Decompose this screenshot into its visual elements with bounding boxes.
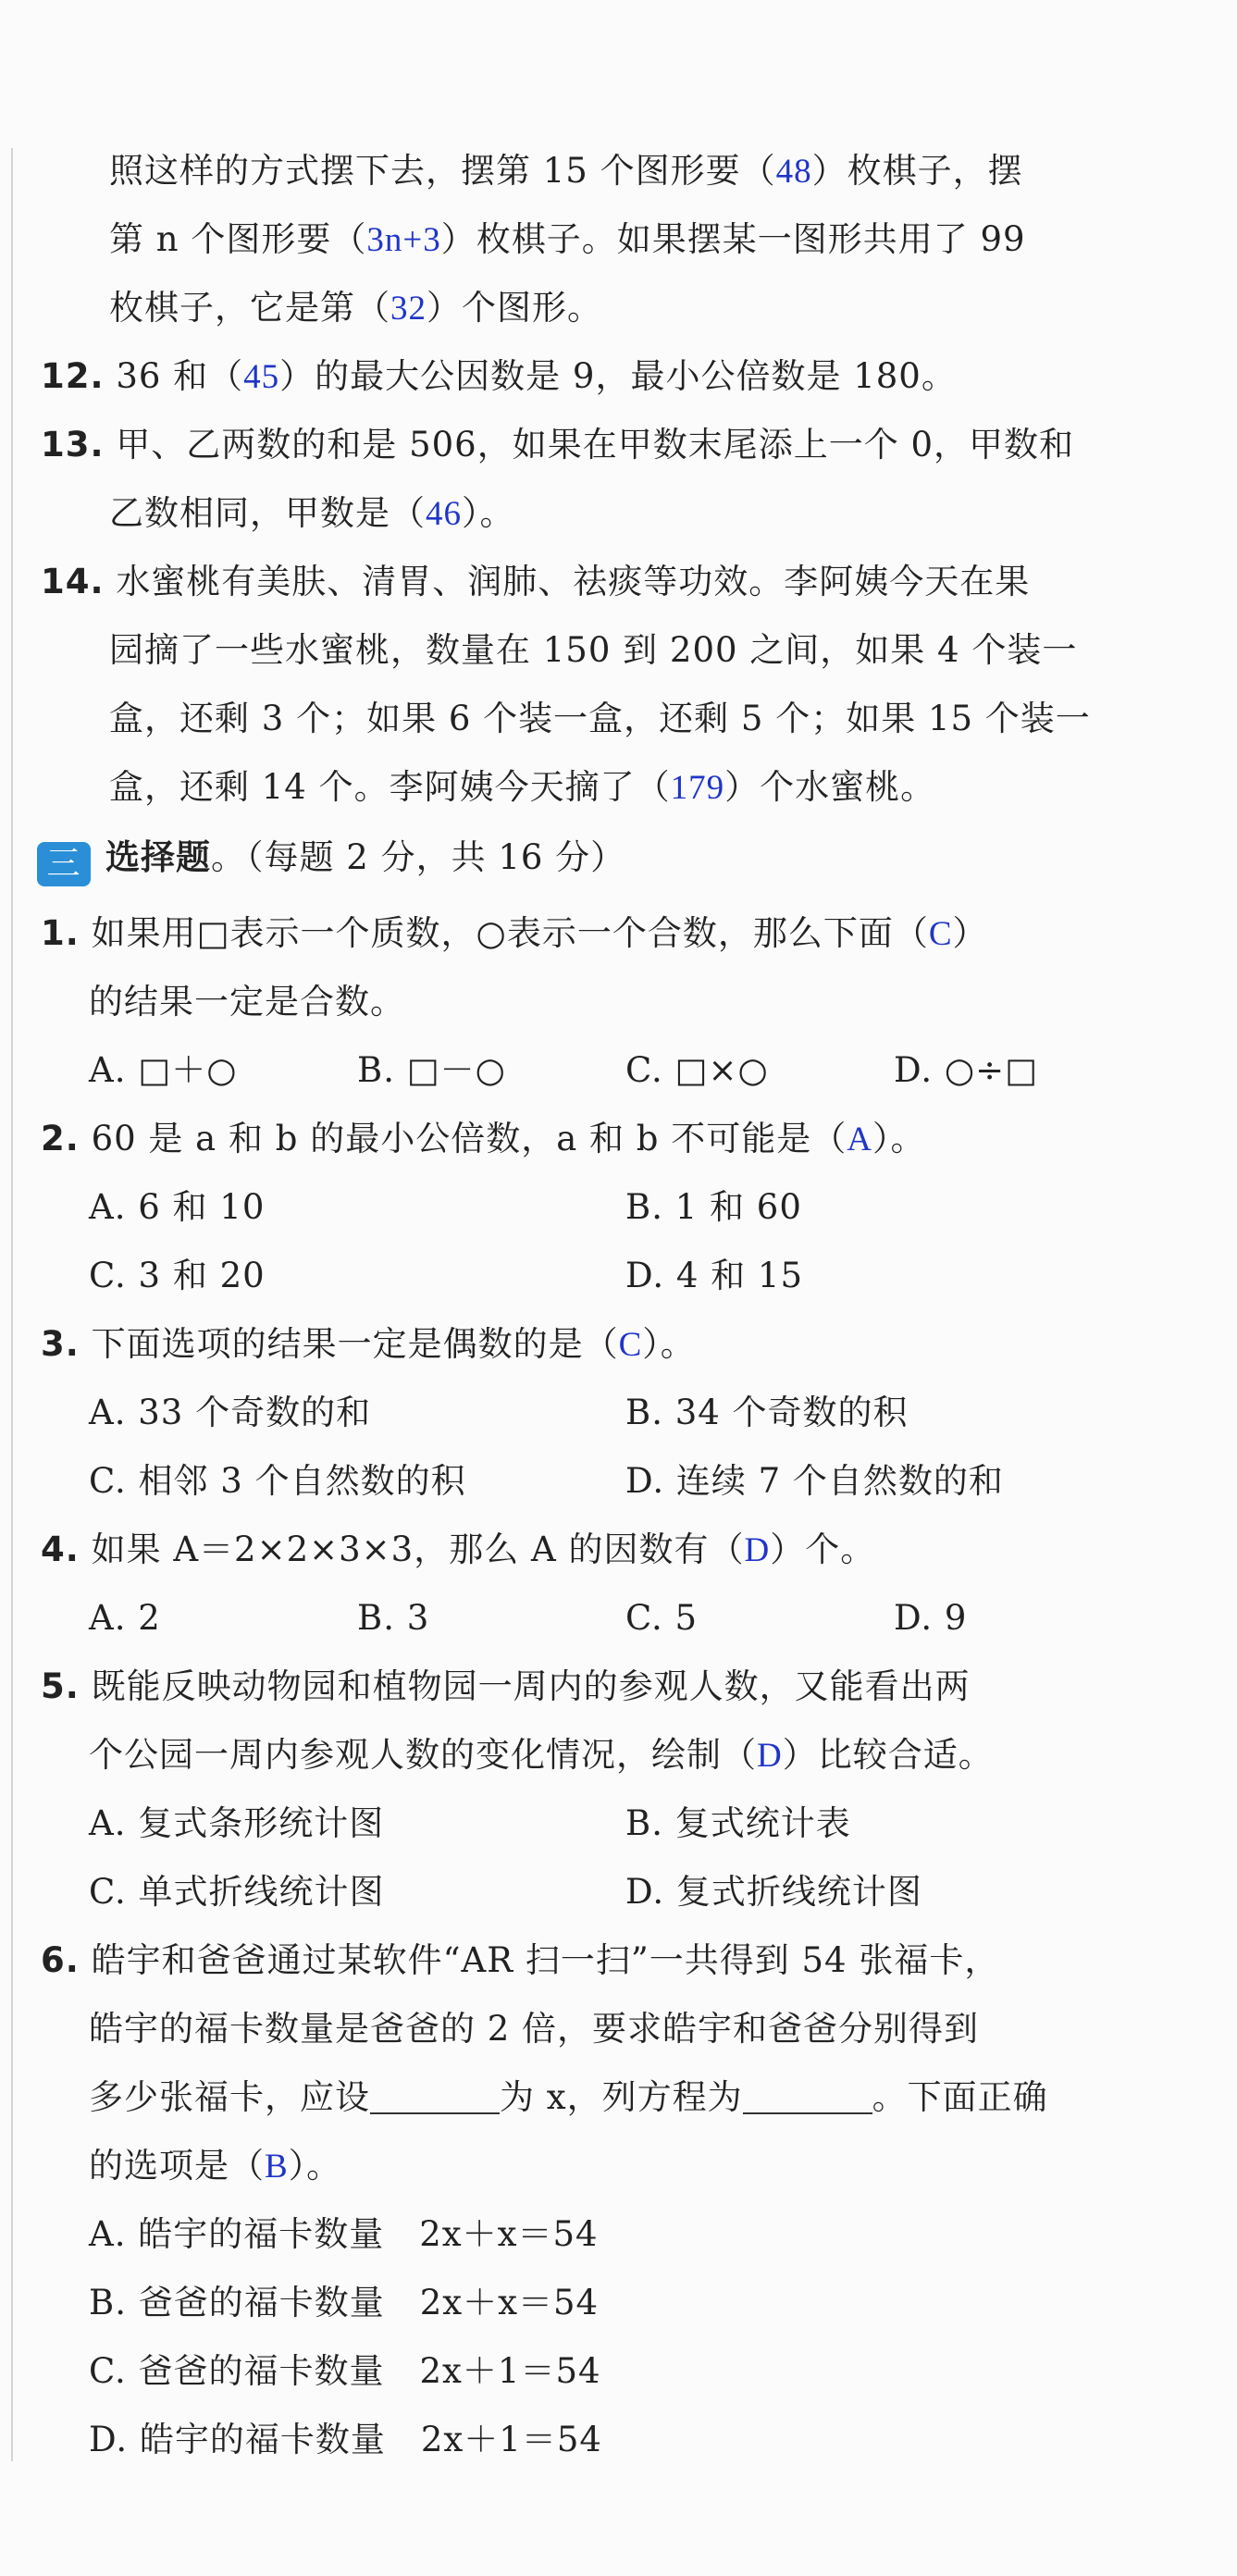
c3-option-a: A. 33 个奇数的和 (89, 1393, 372, 1432)
q12-answer: 45 (243, 358, 280, 396)
q14-line2: 园摘了一些水蜜桃，数量在 150 到 200 之间，如果 4 个装一 (109, 630, 1078, 670)
c5-option-a: A. 复式条形统计图 (89, 1803, 385, 1843)
c4-option-b: B. 3 (357, 1598, 430, 1638)
c2-option-b: B. 1 和 60 (625, 1187, 802, 1227)
q11-line1: 照这样的方式摆下去，摆第 15 个图形要（48）枚棋子，摆 (109, 151, 1023, 191)
q11-line3: 枚棋子，它是第（32）个图形。 (109, 288, 602, 328)
c1-line2: 的结果一定是合数。 (89, 982, 405, 1022)
c4-option-d: D. 9 (894, 1598, 968, 1638)
c5-answer: D (757, 1737, 783, 1775)
c6-option-c: C. 爸爸的福卡数量 2x＋1＝54 (89, 2351, 601, 2391)
q13-line1: 13. 甲、乙两数的和是 506，如果在甲数末尾添上一个 0，甲数和 (41, 425, 1074, 464)
q14-number: 14. (41, 562, 105, 601)
q12-number: 12. (41, 356, 105, 396)
q12: 12. 36 和（45）的最大公因数是 9，最小公倍数是 180。 (41, 356, 957, 396)
section-three-icon: 三 (37, 842, 91, 886)
c1-option-d: D. ○÷□ (894, 1050, 1039, 1090)
q11-answer-3: 32 (390, 290, 427, 328)
c3-option-d: D. 连续 7 个自然数的和 (625, 1461, 1004, 1501)
q11-line2: 第 n 个图形要（3n+3）枚棋子。如果摆某一图形共用了 99 (109, 219, 1026, 259)
c6-blank-2 (743, 2081, 872, 2114)
c3-option-b: B. 34 个奇数的积 (625, 1393, 909, 1432)
q13-line2: 乙数相同，甲数是（46）。 (109, 493, 515, 533)
c3-number: 3. (41, 1324, 80, 1364)
q14-line3: 盒，还剩 3 个；如果 6 个装一盒，还剩 5 个；如果 15 个装一 (109, 699, 1091, 738)
c5-line1: 5. 既能反映动物园和植物园一周内的参观人数，又能看出两 (41, 1666, 971, 1706)
c3-line1: 3. 下面选项的结果一定是偶数的是（C）。 (41, 1324, 696, 1364)
q14-line4: 盒，还剩 14 个。李阿姨今天摘了（179）个水蜜桃。 (109, 767, 936, 807)
c6-line1: 6. 皓宇和爸爸通过某软件“AR 扫一扫”一共得到 54 张福卡， (41, 1940, 1000, 1980)
c4-option-c: C. 5 (625, 1598, 699, 1638)
c5-line2: 个公园一周内参观人数的变化情况，绘制（D）比较合适。 (89, 1735, 994, 1775)
c2-answer: A (847, 1121, 872, 1158)
q11-answer-2: 3n+3 (366, 221, 441, 259)
c2-option-a: A. 6 和 10 (89, 1187, 266, 1227)
c1-answer: C (928, 915, 953, 953)
margin-rule (11, 148, 13, 2461)
c4-line1: 4. 如果 A＝2×2×3×3，那么 A 的因数有（D）个。 (41, 1530, 876, 1569)
c4-number: 4. (41, 1530, 80, 1569)
section-note: 。（每题 2 分，共 16 分） (211, 837, 626, 877)
q14-answer: 179 (670, 769, 725, 807)
c3-answer: C (618, 1326, 643, 1364)
c3-option-c: C. 相邻 3 个自然数的积 (89, 1461, 466, 1501)
c1-line1: 1. 如果用□表示一个质数，○表示一个合数，那么下面（C） (41, 913, 988, 953)
c6-option-d: D. 皓宇的福卡数量 2x＋1＝54 (89, 2420, 602, 2459)
c1-number: 1. (41, 913, 80, 953)
c1-option-c: C. □×○ (625, 1050, 769, 1090)
c6-number: 6. (41, 1940, 80, 1980)
c5-option-d: D. 复式折线统计图 (625, 1872, 922, 1912)
section-heading (37, 836, 625, 886)
c6-option-b: B. 爸爸的福卡数量 2x＋x＝54 (89, 2283, 600, 2322)
c2-option-d: D. 4 和 15 (625, 1256, 804, 1295)
c2-number: 2. (41, 1119, 80, 1158)
c6-blank-1 (370, 2081, 500, 2114)
q14-line1: 14. 水蜜桃有美肤、清胃、润肺、祛痰等功效。李阿姨今天在果 (41, 562, 1031, 601)
c6-option-a: A. 皓宇的福卡数量 2x＋x＝54 (89, 2214, 599, 2254)
c2-option-c: C. 3 和 20 (89, 1256, 266, 1295)
q13-number: 13. (41, 425, 105, 464)
c4-option-a: A. 2 (89, 1598, 161, 1638)
section-title: 选择题 (105, 837, 211, 877)
c2-line1: 2. 60 是 a 和 b 的最小公倍数，a 和 b 不可能是（A）。 (41, 1119, 926, 1158)
c4-answer: D (744, 1531, 771, 1569)
c1-option-b: B. □－○ (357, 1050, 506, 1090)
c5-number: 5. (41, 1666, 80, 1706)
c6-line3: 多少张福卡，应设 为 x，列方程为 。下面正确 (89, 2077, 1048, 2117)
c5-option-c: C. 单式折线统计图 (89, 1872, 385, 1912)
c6-answer: B (265, 2148, 289, 2186)
c6-line4: 的选项是（B）。 (89, 2146, 342, 2186)
q13-answer: 46 (426, 495, 462, 533)
q11-answer-1: 48 (775, 153, 812, 191)
c1-option-a: A. □＋○ (89, 1050, 238, 1090)
c5-option-b: B. 复式统计表 (625, 1803, 851, 1843)
c6-line2: 皓宇的福卡数量是爸爸的 2 倍，要求皓宇和爸爸分别得到 (89, 2009, 980, 2049)
